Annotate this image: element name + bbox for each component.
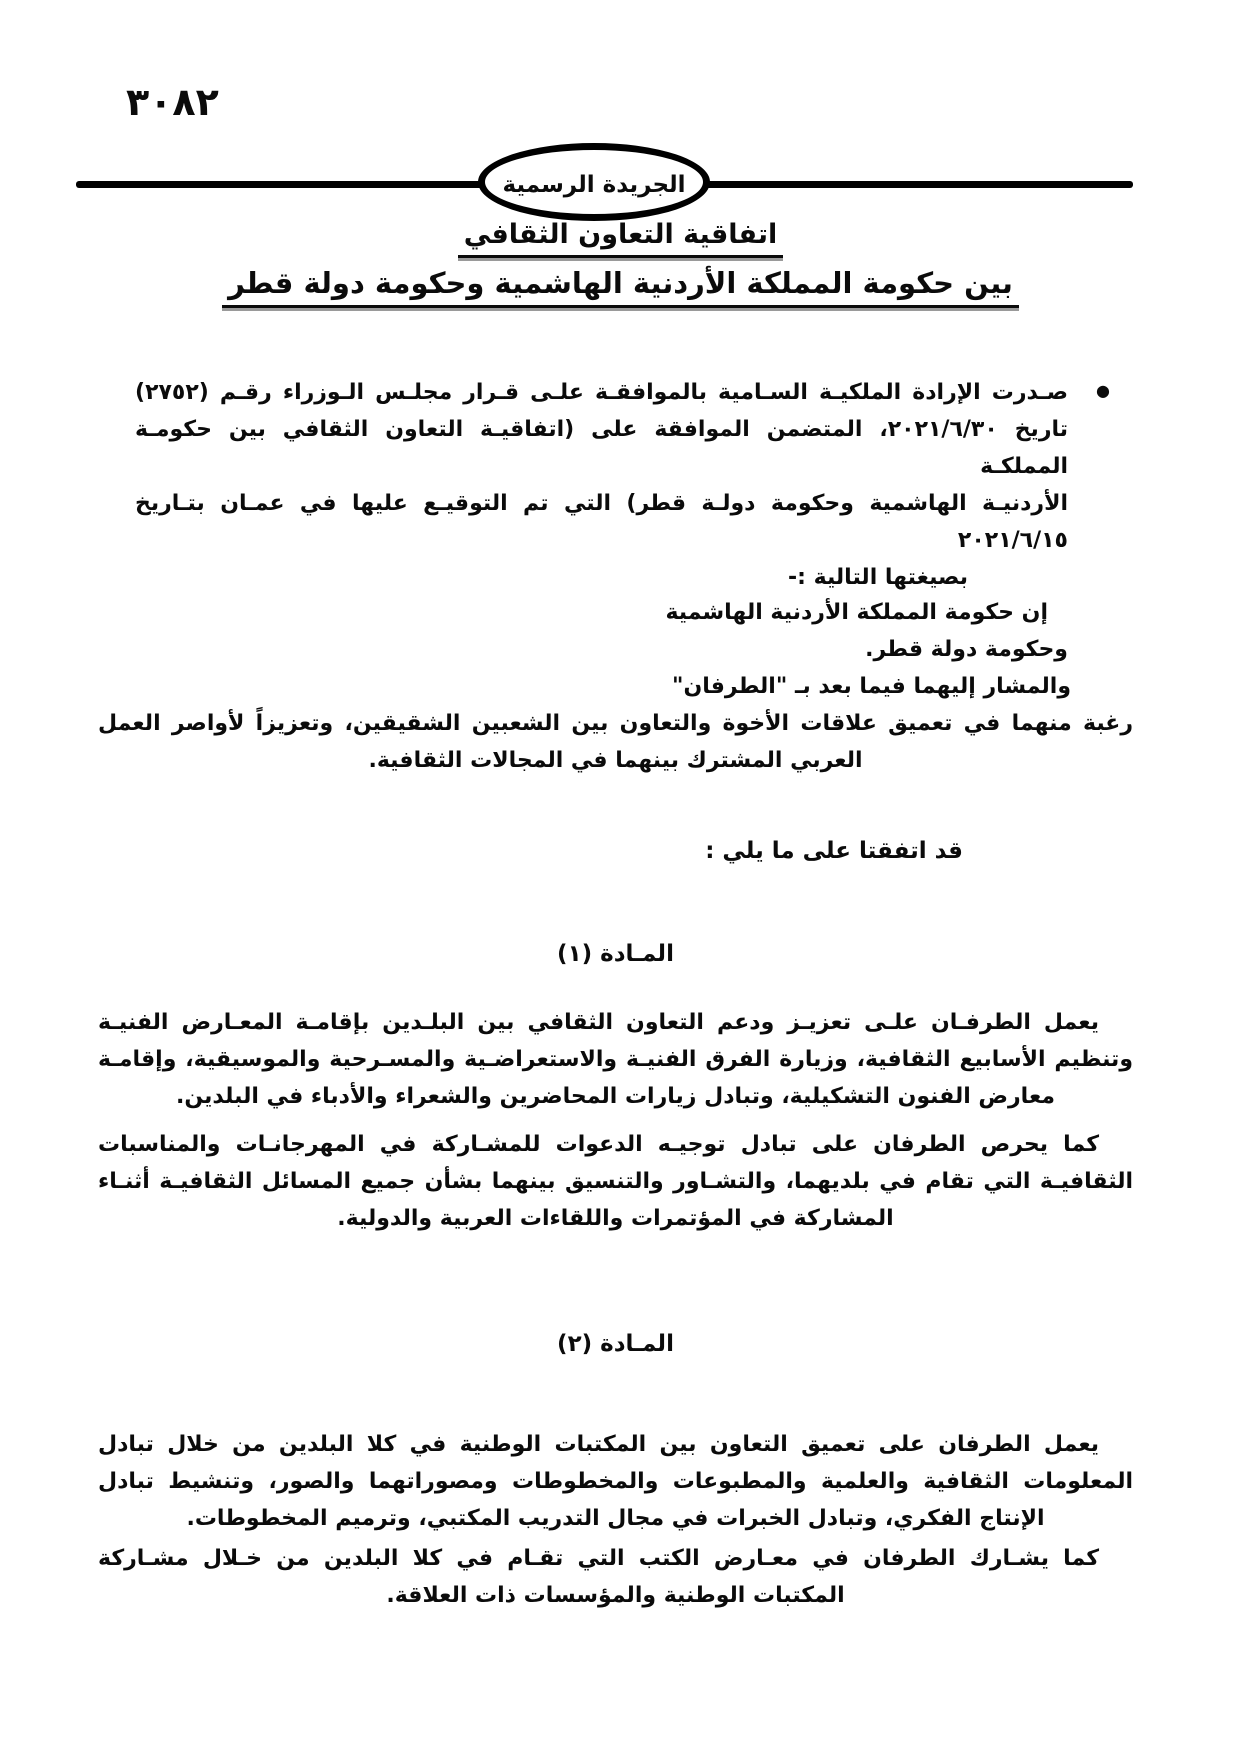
text-line: يعمل الطرفان على تعميق التعاون بين المكتبات الوطنية في كلا البلدين من خلال تبادل: [98, 1432, 1099, 1457]
masthead-label: الجريدة الرسمية: [502, 172, 686, 198]
text-line: الإنتاج الفكري، وتبادل الخبرات في مجال التدريب المكتبي، وترميم المخطوطات.: [186, 1506, 1045, 1531]
text-line: المشاركة في المؤتمرات واللقاءات العربية والدولية.: [337, 1206, 894, 1231]
text-line: يعمل الطرفـان علـى تعزيـز ودعم التعاون الثقافي بين البلـدين بإقامـة المعـارض الفنيـة: [98, 1010, 1099, 1035]
article-1-paragraph-1: [98, 1004, 1133, 1115]
agreement-clause: قد اتفقتا على ما يلي :: [705, 838, 963, 864]
text-line: كما يشـارك الطرفان في معـارض الكتب التي تقـام في كلا البلدين من خـلال مشـاركة: [98, 1546, 1099, 1571]
masthead-oval: [478, 143, 710, 221]
text-line: معارض الفنون التشكيلية، وتبادل زيارات المحاضرين والشعراء والأدباء في البلدين.: [176, 1084, 1055, 1109]
text-line: وتنظيم الأسابيع الثقافية، وزيارة الفرق الفنيـة والاستعراضـية والمسـرحية والموسيقية، وإقامـة: [98, 1047, 1133, 1072]
article-1-heading: المـادة (١): [557, 941, 674, 967]
decree-line: صـدرت الإرادة الملكيـة السـامية بالموافقـة علـى قـرار مجلـس الـوزراء رقـم (٢٧٥٢): [135, 380, 1068, 405]
decree-line: الأردنيـة الهاشمية وحكومة دولـة قطر) التي تم التوقيـع عليها في عمـان بتـاريخ ٢٠٢١/٦/١٥: [135, 491, 1068, 553]
preamble-line: العربي المشترك بينهما في المجالات الثقافية.: [368, 748, 863, 773]
agreement-title: اتفاقية التعاون الثقافي: [458, 219, 783, 258]
decree-line: تاريخ ٢٠٢١/٦/٣٠، المتضمن الموافقة على (اتفاقيـة التعاون الثقافي بين حكومـة المملكـة: [135, 417, 1069, 479]
preamble-line: رغبة منهما في تعميق علاقات الأخوة والتعاون بين الشعبين الشقيقين، وتعزيزاً لأواصر العمل: [98, 711, 1133, 736]
article-2-paragraph-1: [98, 1426, 1133, 1537]
preamble: [98, 594, 1133, 779]
article-2-paragraph-2: [98, 1540, 1133, 1614]
preamble-line: والمشار إليهما فيما بعد بـ "الطرفان": [672, 674, 1071, 699]
article-1-paragraph-2: [98, 1126, 1133, 1237]
preamble-line: وحكومة دولة قطر.: [865, 637, 1068, 662]
text-line: المكتبات الوطنية والمؤسسات ذات العلاقة.: [386, 1583, 845, 1608]
preamble-line: إن حكومة المملكة الأردنية الهاشمية: [665, 600, 1048, 625]
bullet-icon: ●: [1096, 381, 1110, 400]
decree-paragraph: [135, 374, 1110, 596]
decree-line: بصيغتها التالية :-: [788, 565, 968, 590]
agreement-subtitle-row: [0, 266, 1241, 308]
article-2-heading: المـادة (٢): [557, 1331, 674, 1357]
agreement-subtitle: بين حكومة المملكة الأردنية الهاشمية وحكومة دولة قطر: [222, 266, 1019, 308]
agreement-title-row: [0, 219, 1241, 258]
text-line: المعلومات الثقافية والعلمية والمطبوعات والمخطوطات ومصوراتهما والصور، وتنشيط تبادل: [98, 1469, 1133, 1494]
text-line: الثقافيـة التي تقام في بلديهما، والتشـاور والتنسيق بينهما بشأن جميع المسائل الثقافيـة أثنـاء: [98, 1169, 1133, 1194]
page-number: ٣٠٨٢: [126, 80, 219, 124]
text-line: كما يحرص الطرفان على تبادل توجيـه الدعوات للمشـاركة في المهرجانـات والمناسبات: [98, 1132, 1099, 1157]
